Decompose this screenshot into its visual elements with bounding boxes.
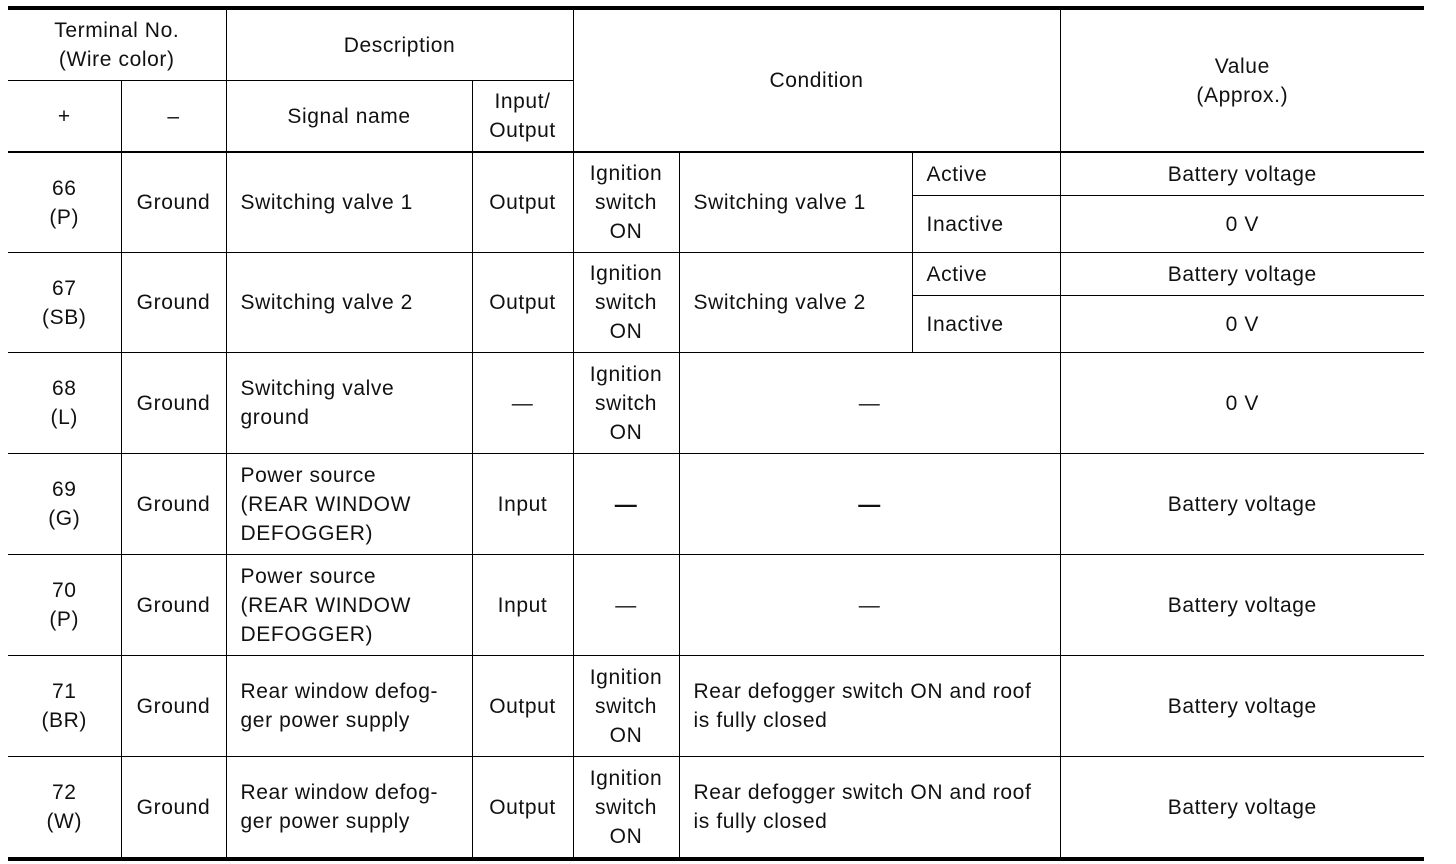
value-cell: Battery voltage (1060, 253, 1424, 296)
table-row (8, 353, 1424, 454)
io-cell: Input (472, 454, 573, 555)
condition-cell: — (679, 353, 1060, 454)
condition-cell: — (679, 454, 1060, 555)
io-cell: — (472, 353, 573, 454)
condition-cell: Switching valve 1 (679, 152, 912, 253)
state-cell: Active (912, 253, 1060, 296)
header-condition: Condition (573, 8, 1060, 152)
ignition-cell: — (573, 454, 679, 555)
header-description: Description (226, 8, 573, 81)
value-cell: 0 V (1060, 296, 1424, 353)
ignition-cell: Ignition switch ON (573, 253, 679, 353)
io-cell: Input (472, 555, 573, 656)
state-cell: Inactive (912, 296, 1060, 353)
ground-cell: Ground (121, 454, 226, 555)
signal-cell: Switching valve 2 (226, 253, 472, 353)
header-input-output: Input/ Output (472, 81, 573, 153)
terminal-cell: 70 (P) (8, 555, 121, 656)
io-cell: Output (472, 757, 573, 860)
value-cell: Battery voltage (1060, 656, 1424, 757)
value-cell: 0 V (1060, 353, 1424, 454)
value-cell: Battery voltage (1060, 555, 1424, 656)
terminal-cell: 68 (L) (8, 353, 121, 454)
signal-cell: Rear window defog- ger power supply (226, 757, 472, 860)
terminal-table-wrapper (8, 6, 1424, 861)
ignition-cell: Ignition switch ON (573, 152, 679, 253)
ignition-cell: Ignition switch ON (573, 656, 679, 757)
header-value: Value (Approx.) (1060, 8, 1424, 152)
io-cell: Output (472, 656, 573, 757)
signal-cell: Switching valve ground (226, 353, 472, 454)
value-cell: Battery voltage (1060, 757, 1424, 860)
table-row (8, 253, 1424, 296)
table-row (8, 152, 1424, 196)
ground-cell: Ground (121, 152, 226, 253)
terminal-cell: 72 (W) (8, 757, 121, 860)
header-signal-name: Signal name (226, 81, 472, 153)
signal-cell: Switching valve 1 (226, 152, 472, 253)
signal-cell: Rear window defog- ger power supply (226, 656, 472, 757)
value-cell: 0 V (1060, 196, 1424, 253)
signal-cell: Power source (REAR WINDOW DEFOGGER) (226, 454, 472, 555)
table-row (8, 555, 1424, 656)
terminal-table (8, 6, 1424, 861)
value-cell: Battery voltage (1060, 454, 1424, 555)
ignition-cell: — (573, 555, 679, 656)
table-row (8, 757, 1424, 860)
ground-cell: Ground (121, 253, 226, 353)
io-cell: Output (472, 152, 573, 253)
ground-cell: Ground (121, 656, 226, 757)
state-cell: Inactive (912, 196, 1060, 253)
condition-cell: Switching valve 2 (679, 253, 912, 353)
state-cell: Active (912, 152, 1060, 196)
terminal-cell: 67 (SB) (8, 253, 121, 353)
terminal-cell: 69 (G) (8, 454, 121, 555)
terminal-cell: 66 (P) (8, 152, 121, 253)
signal-cell: Power source (REAR WINDOW DEFOGGER) (226, 555, 472, 656)
table-row (8, 656, 1424, 757)
ground-cell: Ground (121, 757, 226, 860)
ignition-cell: Ignition switch ON (573, 353, 679, 454)
condition-cell: Rear defogger switch ON and roof is fully closed (679, 656, 1060, 757)
header-row-1 (8, 8, 1424, 81)
ground-cell: Ground (121, 353, 226, 454)
condition-cell: — (679, 555, 1060, 656)
header-terminal: Terminal No. (Wire color) (8, 8, 226, 81)
condition-cell: Rear defogger switch ON and roof is fully closed (679, 757, 1060, 860)
io-cell: Output (472, 253, 573, 353)
header-minus: – (121, 81, 226, 153)
terminal-cell: 71 (BR) (8, 656, 121, 757)
ground-cell: Ground (121, 555, 226, 656)
ignition-cell: Ignition switch ON (573, 757, 679, 860)
value-cell: Battery voltage (1060, 152, 1424, 196)
table-row (8, 454, 1424, 555)
header-plus: + (8, 81, 121, 153)
